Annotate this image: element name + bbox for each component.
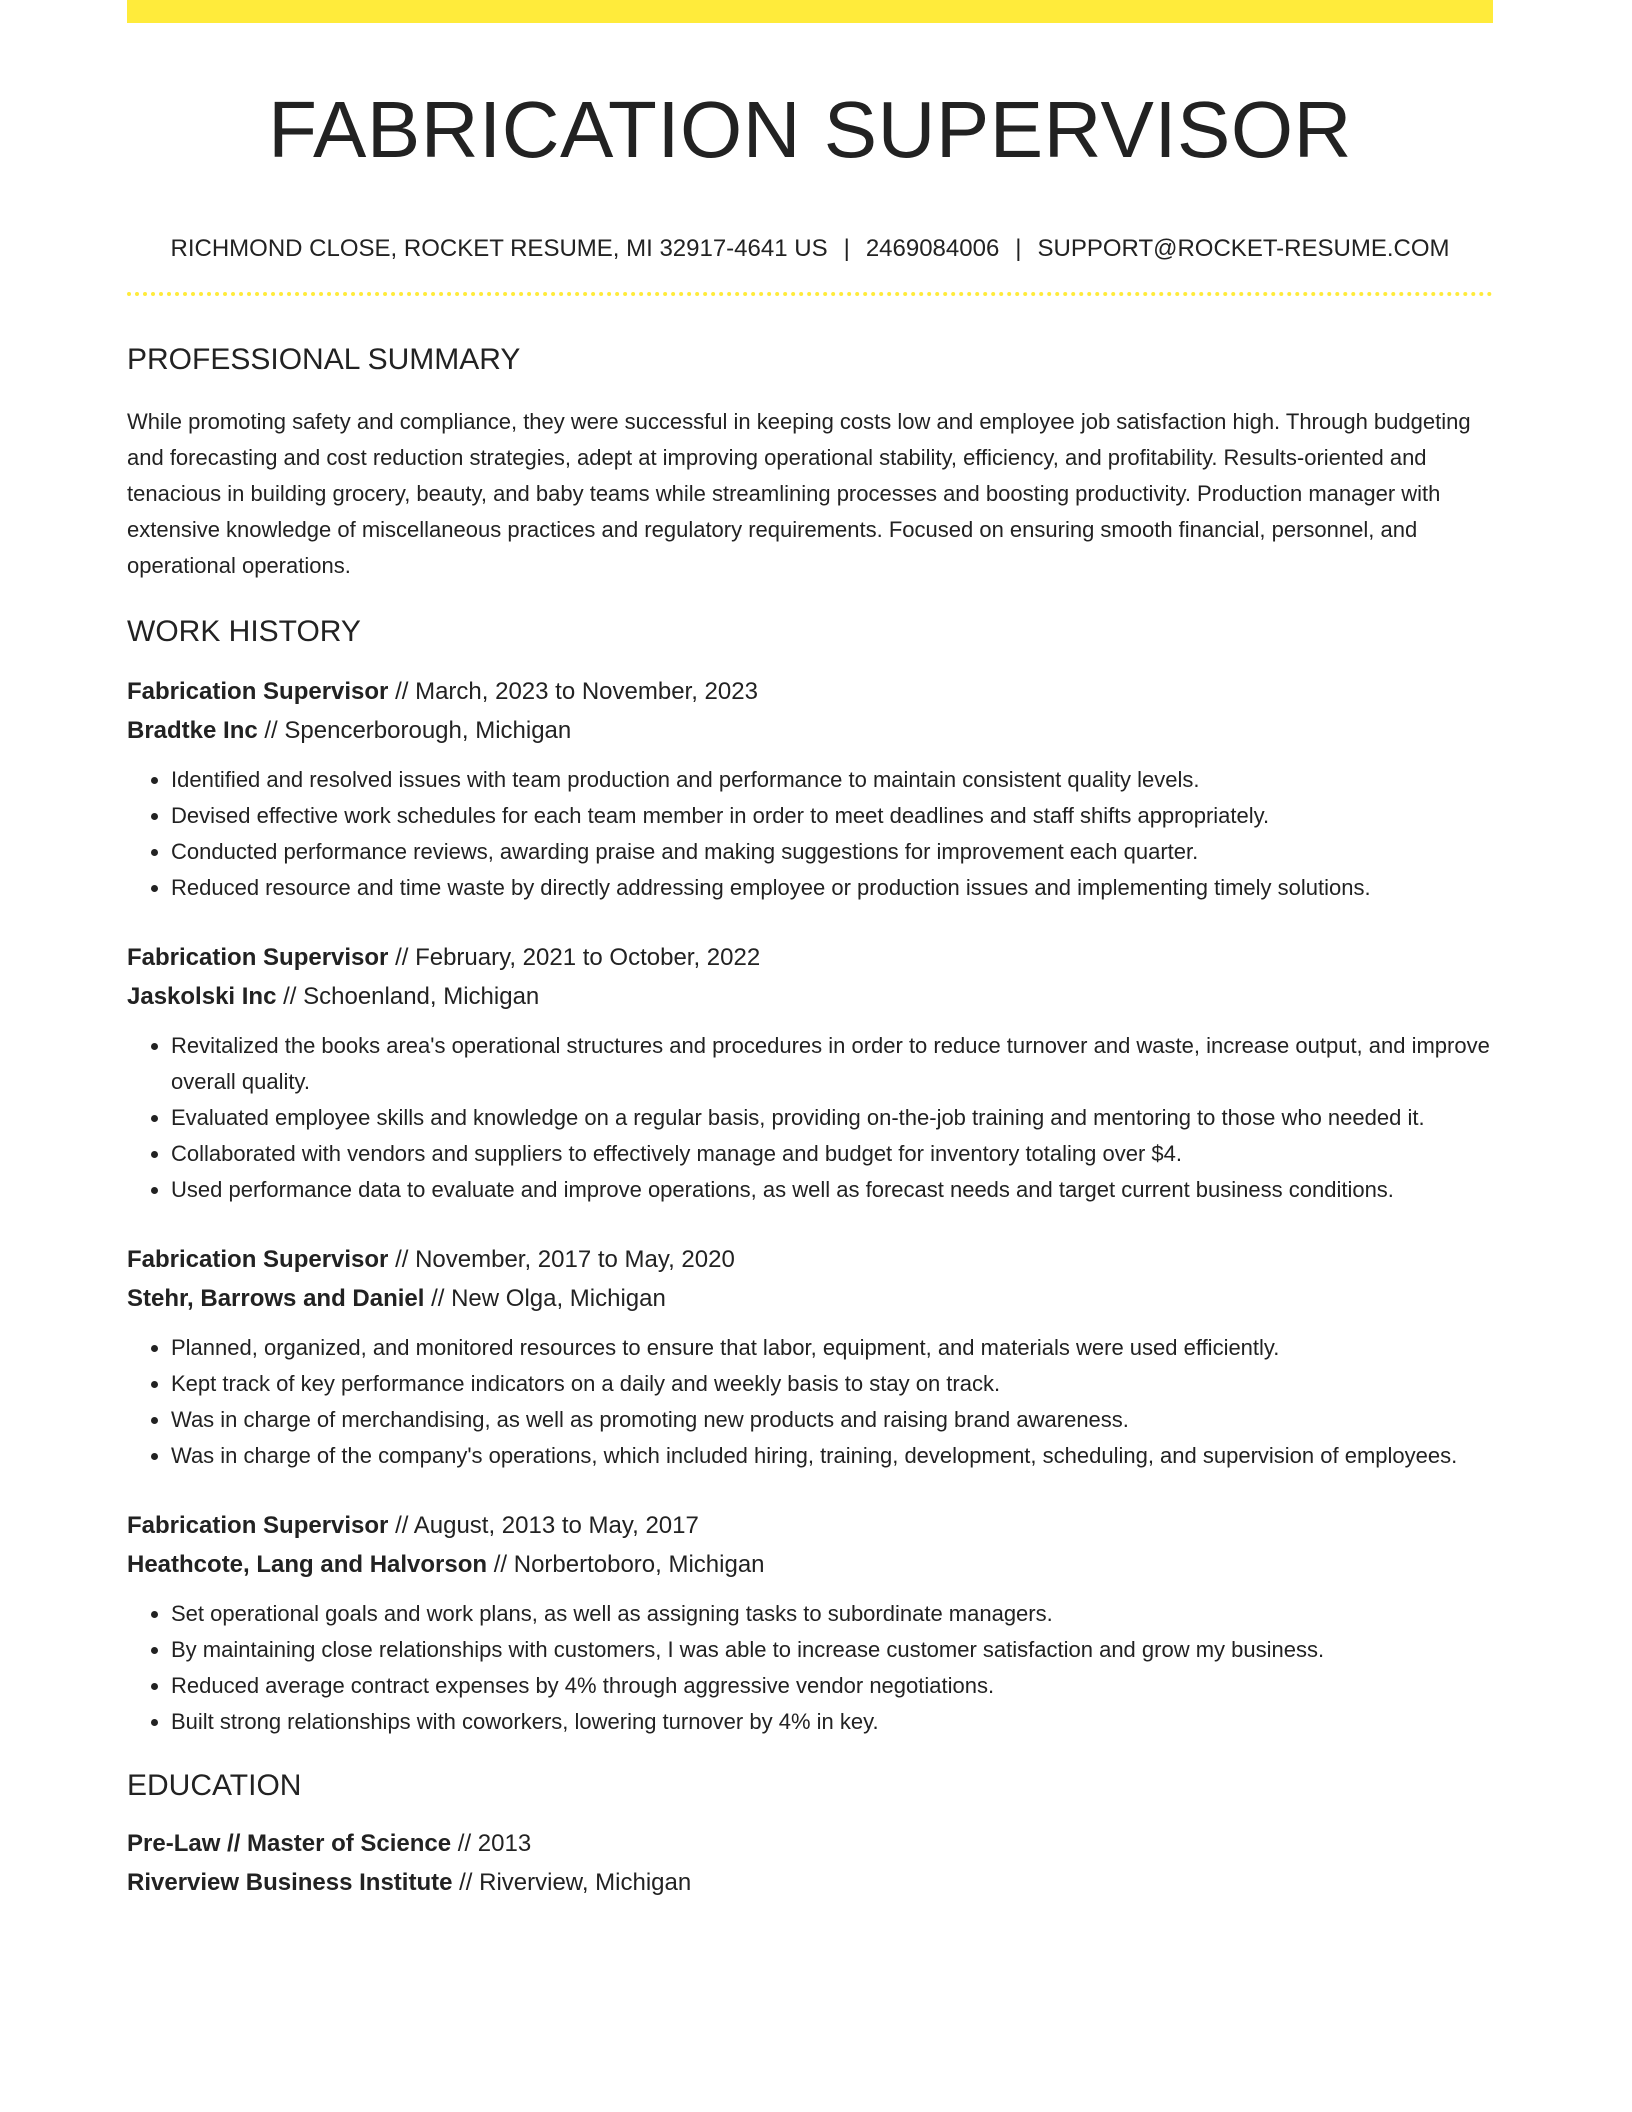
job-company: Bradtke Inc <box>127 717 258 744</box>
education-year: // 2013 <box>451 1830 532 1857</box>
job-bullet: • Devised effective work schedules for each team member in order to meet deadlines and staff shifts appropriately. <box>171 798 1493 834</box>
header-divider <box>127 292 1493 296</box>
contact-line <box>127 234 1493 264</box>
job-company-line <box>127 1545 1493 1584</box>
job-title-line <box>127 1240 1493 1279</box>
job-bullet: • Reduced resource and time waste by directly addressing employee or production issues and implementing timely solutions. <box>171 870 1493 906</box>
job-bullet: • By maintaining close relationships with customers, I was able to increase customer satisfaction and grow my business. <box>171 1632 1493 1668</box>
contact-separator: | <box>843 235 850 262</box>
job-bullet: • Was in charge of the company's operations, which included hiring, training, development, scheduling, and supervision of employees. <box>171 1438 1493 1474</box>
contact-address: RICHMOND CLOSE, ROCKET RESUME, MI 32917-4641 US <box>170 235 828 262</box>
job-dates: // August, 2013 to May, 2017 <box>388 1512 699 1539</box>
job-company-line <box>127 1279 1493 1318</box>
job-entry <box>127 938 1493 1208</box>
job-location: // Spencerborough, Michigan <box>257 717 572 744</box>
job-role: Fabrication Supervisor <box>127 1512 389 1539</box>
education-heading: EDUCATION <box>127 1769 302 1802</box>
job-company-line <box>127 977 1493 1016</box>
job-title-line <box>127 672 1493 711</box>
job-bullet: • Reduced average contract expenses by 4% through aggressive vendor negotiations. <box>171 1668 1493 1704</box>
job-entry <box>127 672 1493 906</box>
job-bullet: • Evaluated employee skills and knowledge on a regular basis, providing on-the-job training and mentoring to those who needed it. <box>171 1100 1493 1136</box>
job-company: Heathcote, Lang and Halvorson <box>127 1551 488 1578</box>
resume-name: FABRICATION SUPERVISOR <box>268 85 1352 174</box>
job-role: Fabrication Supervisor <box>127 1246 389 1273</box>
job-role: Fabrication Supervisor <box>127 944 389 971</box>
contact-phone: 2469084006 <box>865 235 1000 262</box>
work-history-heading: WORK HISTORY <box>127 615 361 648</box>
contact-separator: | <box>1015 235 1022 262</box>
job-bullet: • Set operational goals and work plans, as well as assigning tasks to subordinate managers. <box>171 1596 1493 1632</box>
education-school-line <box>127 1863 1493 1902</box>
job-bullet: • Planned, organized, and monitored resources to ensure that labor, equipment, and materials were used efficiently. <box>171 1330 1493 1366</box>
job-location: // New Olga, Michigan <box>424 1285 666 1312</box>
job-bullet: • Used performance data to evaluate and improve operations, as well as forecast needs and target current business conditions. <box>171 1172 1493 1208</box>
education-entry <box>127 1824 1493 1902</box>
job-bullet: • Built strong relationships with coworkers, lowering turnover by 4% in key. <box>171 1704 1493 1740</box>
job-entry <box>127 1240 1493 1474</box>
education-location: // Riverview, Michigan <box>452 1869 692 1896</box>
summary-heading: PROFESSIONAL SUMMARY <box>127 343 521 376</box>
job-location: // Schoenland, Michigan <box>276 983 540 1010</box>
job-company: Jaskolski Inc <box>127 983 277 1010</box>
job-dates: // November, 2017 to May, 2020 <box>388 1246 735 1273</box>
job-bullet: • Conducted performance reviews, awarding praise and making suggestions for improvement each quarter. <box>171 834 1493 870</box>
job-bullet: • Collaborated with vendors and suppliers to effectively manage and budget for inventory totaling over $4. <box>171 1136 1493 1172</box>
education-degree-line <box>127 1824 1493 1863</box>
job-title-line <box>127 1506 1493 1545</box>
summary-text: While promoting safety and compliance, they were successful in keeping costs low and employee job satisfaction high. Through budgeting and forecasting and cost reduction strategies, adept at improving operational stability, efficiency, and profitability. Results-oriented and tenacious in building grocery, beauty, and baby teams while streamlining processes and boosting productivity. Production manager with extensive knowledge of miscellaneous practices and regulatory requirements. Focused on ensuring smooth financial, personnel, and operational operations. <box>127 409 1471 578</box>
job-company: Stehr, Barrows and Daniel <box>127 1285 425 1312</box>
job-title-line <box>127 938 1493 977</box>
job-bullet-list <box>127 1028 1493 1208</box>
job-bullet-list <box>127 1596 1493 1740</box>
contact-email: SUPPORT@ROCKET-RESUME.COM <box>1037 235 1450 262</box>
education-degree: Pre-Law // Master of Science <box>127 1830 452 1857</box>
job-bullet-list <box>127 1330 1493 1474</box>
job-bullet-list <box>127 762 1493 906</box>
education-school: Riverview Business Institute <box>127 1869 453 1896</box>
job-company-line <box>127 711 1493 750</box>
job-dates: // March, 2023 to November, 2023 <box>388 678 758 705</box>
job-bullet: • Revitalized the books area's operational structures and procedures in order to reduce turnover and waste, increase output, and improve overall quality. <box>171 1028 1493 1100</box>
job-entry <box>127 1506 1493 1740</box>
job-bullet: • Identified and resolved issues with team production and performance to maintain consistent quality levels. <box>171 762 1493 798</box>
resume-content <box>127 0 1493 1902</box>
job-dates: // February, 2021 to October, 2022 <box>388 944 761 971</box>
job-location: // Norbertoboro, Michigan <box>487 1551 765 1578</box>
job-bullet: • Kept track of key performance indicators on a daily and weekly basis to stay on track. <box>171 1366 1493 1402</box>
job-role: Fabrication Supervisor <box>127 678 389 705</box>
job-bullet: • Was in charge of merchandising, as well as promoting new products and raising brand awareness. <box>171 1402 1493 1438</box>
